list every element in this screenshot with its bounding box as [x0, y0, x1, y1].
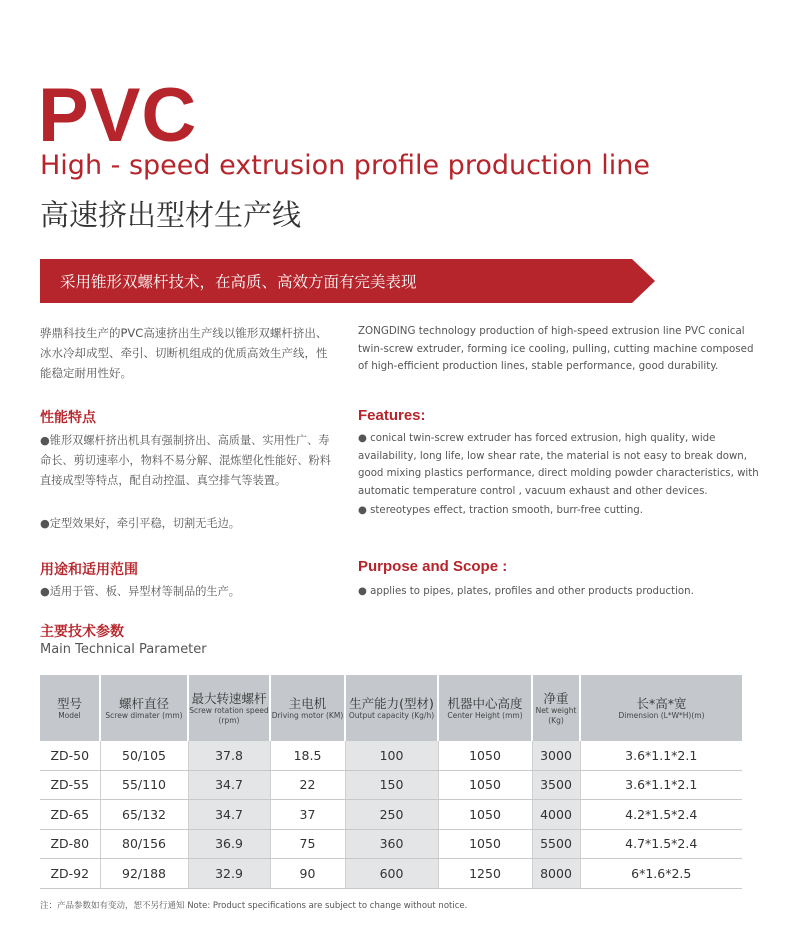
cell-screw-speed: 37.8	[188, 741, 270, 770]
table-row	[40, 800, 742, 830]
cell-center-height: 1050	[438, 770, 532, 800]
cell-screw-diameter: 50/105	[100, 741, 188, 770]
cell-output: 360	[345, 829, 438, 859]
cell-center-height: 1050	[438, 800, 532, 830]
cell-model: ZD-92	[40, 859, 100, 889]
params-heading-cn: 主要技术参数	[40, 624, 124, 640]
cell-output: 250	[345, 800, 438, 830]
table-row	[40, 829, 742, 859]
cell-dimension: 4.7*1.5*2.4	[580, 829, 742, 859]
table-row	[40, 859, 742, 889]
cell-motor: 75	[270, 829, 345, 859]
header-cell-motor: 主电机 Driving motor (KM)	[270, 675, 345, 741]
cell-center-height: 1050	[438, 829, 532, 859]
features-heading-en: Features:	[358, 407, 426, 424]
cell-model: ZD-55	[40, 770, 100, 800]
slogan-banner	[40, 259, 655, 303]
product-subtitle-cn: 高速挤出型材生产线	[40, 198, 302, 232]
cell-dimension: 4.2*1.5*2.4	[580, 800, 742, 830]
cell-net-weight: 4000	[532, 800, 580, 830]
table-row	[40, 741, 742, 770]
purpose-item-cn: ●适用于管、板、异型材等制品的生产。	[40, 585, 240, 598]
features-item-cn: ●定型效果好，牵引平稳，切割无毛边。	[40, 517, 240, 530]
intro-text-en: ZONGDING technology production of high-speed extrusion line PVC conical twin-screw extruder, forming ice cooling, pulling, cutting machine composed of high-efficient production lines, stable performance, good durability.	[358, 325, 754, 372]
parameter-table	[40, 675, 742, 889]
features-item-en: ● conical twin-screw extruder has forced extrusion, high quality, wide availability, long life, low shear rate, the material is not easy to break down, good mixing plastics performance, direct molding powder characteristics, with automatic temperature control , vacuum exhaust and other devices.	[358, 433, 759, 497]
features-item-cn: ●锥形双螺杆挤出机具有强制挤出、高质量、实用性广、寿命长、剪切速率小，物料不易分解、混炼塑化性能好、粉料直接成型等特点，配自动控温、真空排气等装置。	[40, 434, 331, 487]
purpose-heading-en: Purpose and Scope :	[358, 558, 508, 575]
purpose-heading-cn: 用途和适用范围	[40, 562, 138, 578]
cell-model: ZD-50	[40, 741, 100, 770]
header-cell-center-height: 机器中心高度 Center Height (mm)	[438, 675, 532, 741]
cell-screw-diameter: 80/156	[100, 829, 188, 859]
header-cell-output: 生产能力(型材) Output capacity (Kg/h)	[345, 675, 438, 741]
footnote: 注：产品参数如有变动，恕不另行通知 Note: Product specifications are subject to change without notice.	[40, 901, 468, 911]
product-subtitle-en: High - speed extrusion profile production line	[40, 150, 650, 181]
cell-screw-speed: 34.7	[188, 800, 270, 830]
cell-screw-speed: 36.9	[188, 829, 270, 859]
table-row	[40, 770, 742, 800]
header-cell-net-weight: 净重 Net weight (Kg)	[532, 675, 580, 741]
cell-motor: 90	[270, 859, 345, 889]
cell-screw-diameter: 92/188	[100, 859, 188, 889]
cell-screw-speed: 34.7	[188, 770, 270, 800]
cell-screw-speed: 32.9	[188, 859, 270, 889]
header-cell-screw-diameter: 螺杆直径 Screw dimater (mm)	[100, 675, 188, 741]
cell-dimension: 6*1.6*2.5	[580, 859, 742, 889]
cell-center-height: 1250	[438, 859, 532, 889]
header-cell-dimension: 长*高*宽 Dimension (L*W*H)(m)	[580, 675, 742, 741]
cell-model: ZD-65	[40, 800, 100, 830]
cell-dimension: 3.6*1.1*2.1	[580, 741, 742, 770]
cell-model: ZD-80	[40, 829, 100, 859]
cell-center-height: 1050	[438, 741, 532, 770]
features-item-en: ● stereotypes effect, traction smooth, burr-free cutting.	[358, 505, 644, 516]
header-cell-model: 型号 Model	[40, 675, 100, 741]
cell-motor: 22	[270, 770, 345, 800]
cell-screw-diameter: 55/110	[100, 770, 188, 800]
cell-output: 150	[345, 770, 438, 800]
params-heading-en: Main Technical Parameter	[40, 642, 207, 657]
cell-screw-diameter: 65/132	[100, 800, 188, 830]
purpose-item-en: ● applies to pipes, plates, profiles and other products production.	[358, 586, 694, 597]
cell-net-weight: 8000	[532, 859, 580, 889]
cell-net-weight: 3500	[532, 770, 580, 800]
cell-output: 600	[345, 859, 438, 889]
features-heading-cn: 性能特点	[40, 410, 96, 426]
cell-dimension: 3.6*1.1*2.1	[580, 770, 742, 800]
cell-output: 100	[345, 741, 438, 770]
banner-text: 采用锥形双螺杆技术，在高质、高效方面有完美表现	[60, 273, 417, 291]
intro-text-cn: 骅鼎科技生产的PVC高速挤出生产线以锥形双螺杆挤出、冰水冷却成型、牵引、切断机组成的优质高效生产线，性能稳定耐用性好。	[40, 326, 328, 380]
product-title: PVC	[38, 73, 198, 158]
table-header-row	[40, 675, 742, 741]
cell-net-weight: 5500	[532, 829, 580, 859]
header-cell-screw-speed: 最大转速螺杆 Screw rotation speed (rpm)	[188, 675, 270, 741]
cell-net-weight: 3000	[532, 741, 580, 770]
cell-motor: 18.5	[270, 741, 345, 770]
cell-motor: 37	[270, 800, 345, 830]
